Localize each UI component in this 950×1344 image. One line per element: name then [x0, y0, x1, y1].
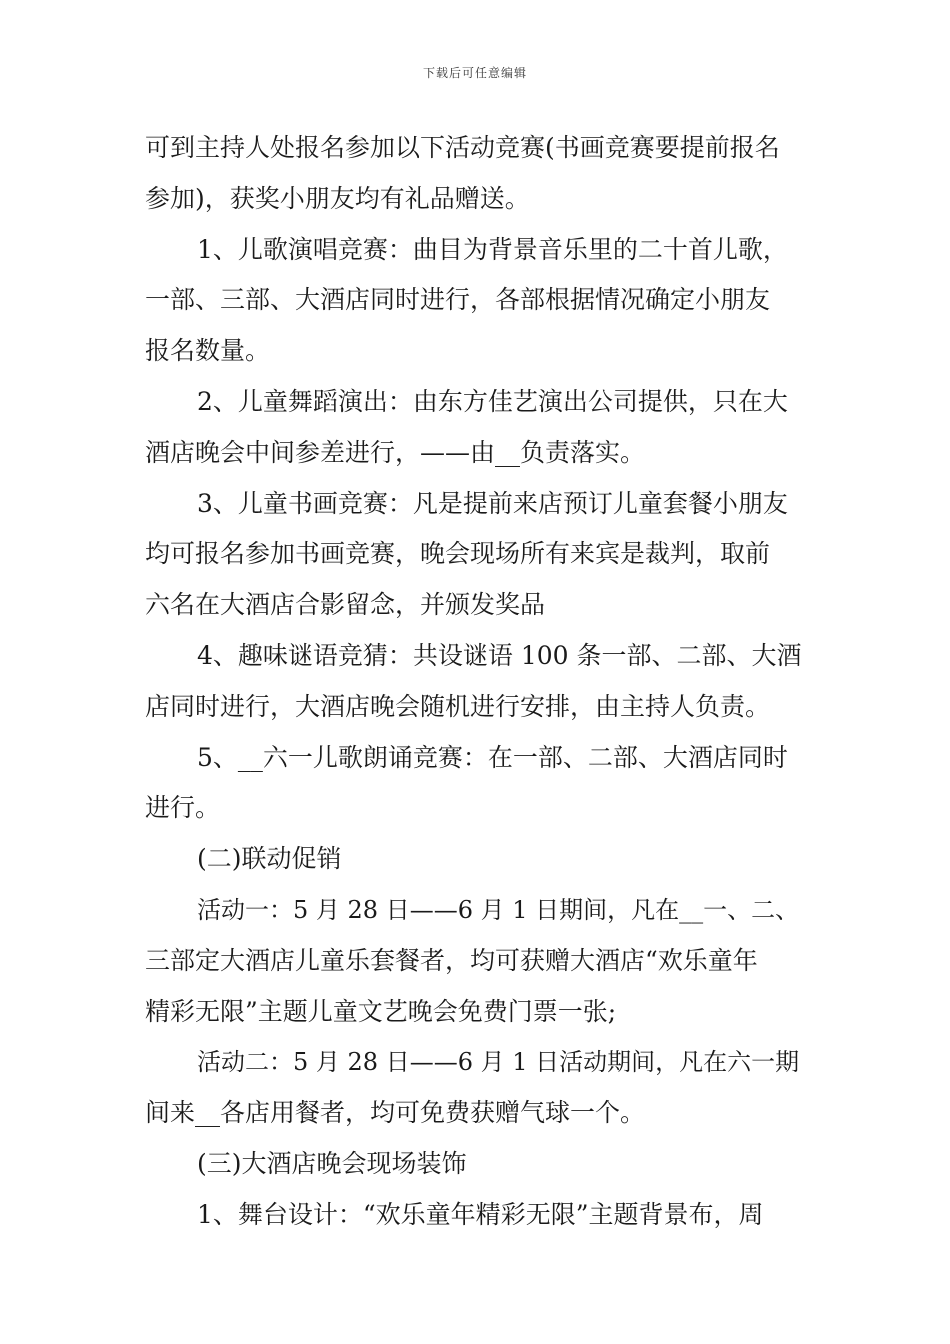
text-line: 酒店晚会中间参差进行，——由__负责落实。	[145, 437, 646, 467]
text-line: 报名数量。	[145, 336, 271, 366]
text-line: 三部定大酒店儿童乐套餐者，均可获赠大酒店“欢乐童年	[145, 945, 758, 975]
text-line: 店同时进行，大酒店晚会随机进行安排，由主持人负责。	[145, 691, 771, 721]
text-line: 一部、三部、大酒店同时进行，各部根据情况确定小朋友	[145, 285, 771, 315]
text-line: 4、趣味谜语竞猜：共设谜语 100 条一部、二部、大酒	[197, 640, 802, 670]
text-line: 均可报名参加书画竞赛，晚会现场所有来宾是裁判，取前	[145, 539, 771, 569]
text-line: 2、儿童舞蹈演出：由东方佳艺演出公司提供，只在大	[197, 386, 788, 416]
text-line: 精彩无限”主题儿童文艺晚会免费门票一张;	[145, 996, 617, 1026]
document-body	[145, 127, 805, 1245]
text-line: 活动一：5 月 28 日——6 月 1 日期间，凡在__一、二、	[197, 895, 800, 924]
text-line: 六名在大酒店合影留念，并颁发奖品	[145, 590, 546, 620]
text-line: (二)联动促销	[197, 844, 342, 874]
text-line: 活动二：5 月 28 日——6 月 1 日活动期间，凡在六一期	[197, 1048, 800, 1077]
text-line: 3、儿童书画竞赛：凡是提前来店预订儿童套餐小朋友	[197, 488, 788, 518]
text-line: 参加)，获奖小朋友均有礼品赠送。	[145, 183, 530, 213]
text-line: 1、儿歌演唱竞赛：曲目为背景音乐里的二十首儿歌，	[197, 234, 788, 264]
text-line: 进行。	[145, 793, 221, 823]
text-line: (三)大酒店晚会现场装饰	[197, 1148, 467, 1178]
text-line: 可到主持人处报名参加以下活动竞赛(书画竞赛要提前报名	[145, 133, 780, 162]
text-line: 5、__六一儿歌朗诵竞赛：在一部、二部、大酒店同时	[197, 742, 788, 772]
page-header: 下载后可任意编辑	[422, 66, 527, 80]
text-line: 间来__各店用餐者，均可免费获赠气球一个。	[145, 1098, 646, 1128]
text-line: 1、舞台设计：“欢乐童年精彩无限”主题背景布，周	[197, 1199, 764, 1229]
